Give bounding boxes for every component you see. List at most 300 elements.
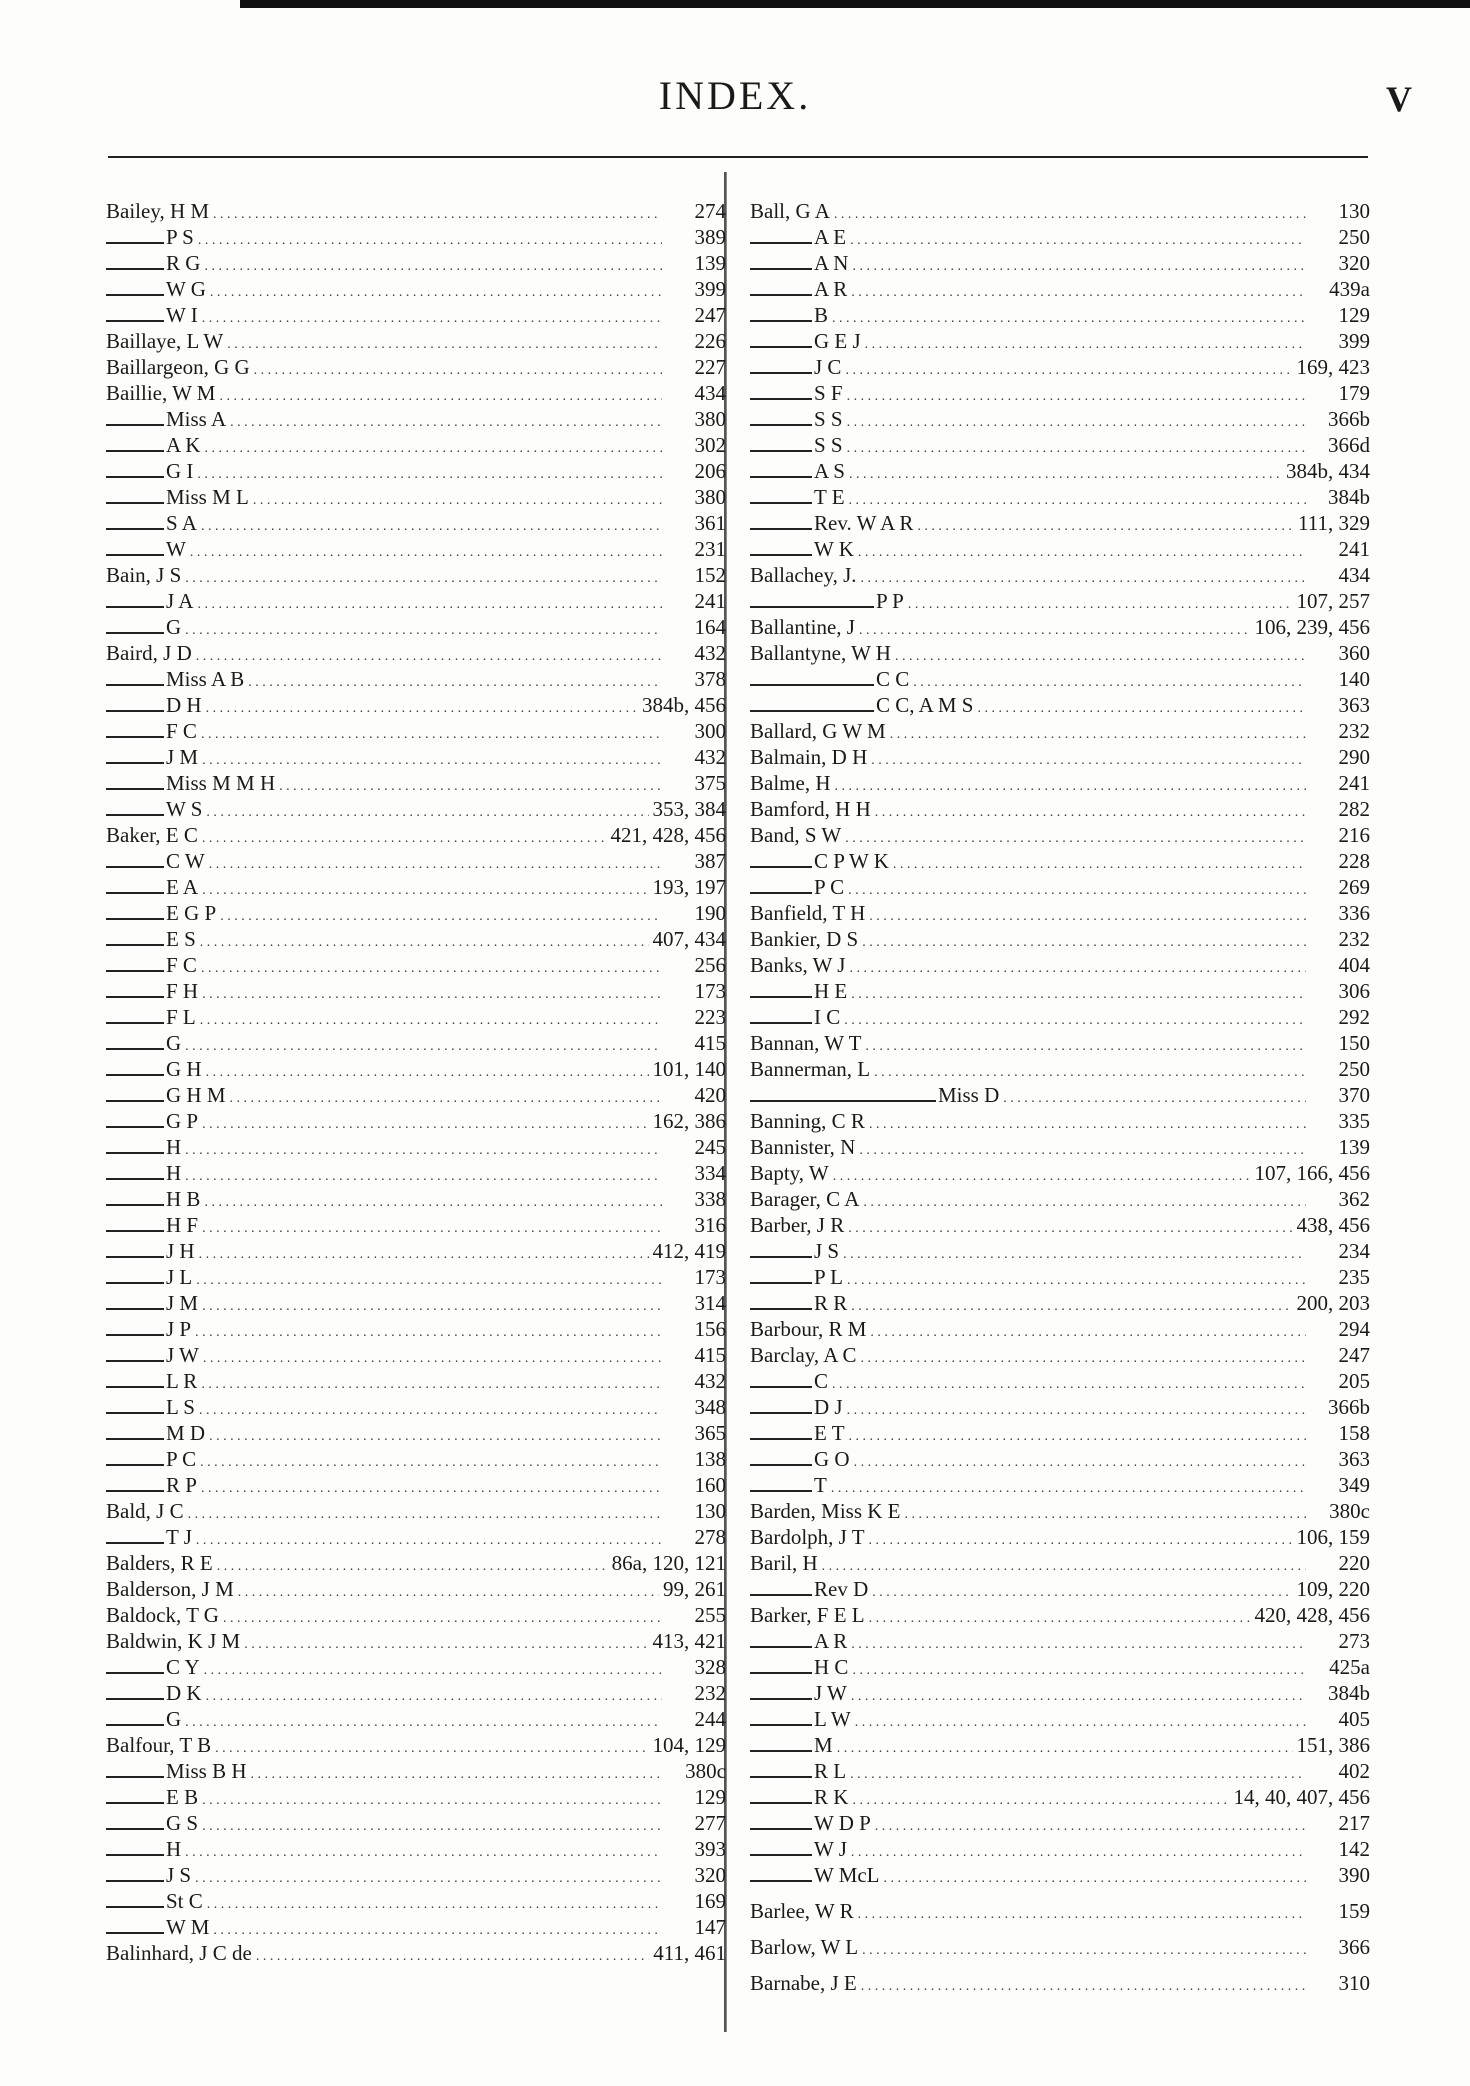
entry-name: Balfour, T B (106, 1733, 212, 1757)
index-entry (106, 380, 726, 406)
entry-pages: 227 (694, 355, 726, 379)
ditto-dash (750, 684, 874, 686)
entry-name: Band, S W (750, 823, 842, 847)
entry-pages: 173 (694, 979, 726, 1003)
entry-pages: 200, 203 (1296, 1291, 1370, 1315)
ditto-dash (750, 528, 812, 530)
entry-name: A R (814, 1629, 848, 1653)
index-column-right (750, 198, 1370, 1996)
entry-pages: 415 (694, 1031, 726, 1055)
entry-name: C C, A M S (876, 693, 974, 717)
entry-name: Barnabe, J E (750, 1971, 857, 1995)
index-sub-entry (106, 484, 726, 510)
entry-name: F H (166, 979, 199, 1003)
index-sub-entry (106, 1420, 726, 1446)
ditto-dash (106, 450, 164, 452)
index-entry (750, 1056, 1370, 1082)
entry-pages: 129 (1338, 303, 1370, 327)
entry-pages: 434 (1338, 563, 1370, 587)
ditto-dash (106, 1412, 164, 1414)
index-sub-entry (106, 926, 726, 952)
entry-pages: 316 (694, 1213, 726, 1237)
index-sub-entry (750, 510, 1370, 536)
index-sub-entry (106, 1056, 726, 1082)
entry-name: Bamford, H H (750, 797, 871, 821)
entry-pages: 404 (1338, 953, 1370, 977)
entry-name: J H (166, 1239, 195, 1263)
entry-name: C C (876, 667, 910, 691)
ditto-dash (106, 1256, 164, 1258)
index-sub-entry (750, 1290, 1370, 1316)
entry-name: Rev. W A R (814, 511, 914, 535)
entry-pages: 384b, 434 (1286, 459, 1370, 483)
index-sub-entry (750, 978, 1370, 1004)
entry-name: E B (166, 1785, 199, 1809)
entry-name: D J (814, 1395, 843, 1419)
index-entry (750, 1342, 1370, 1368)
index-entry (750, 198, 1370, 224)
index-sub-entry (106, 796, 726, 822)
entry-name: Barbour, R M (750, 1317, 867, 1341)
ditto-dash (106, 268, 164, 270)
index-sub-entry (106, 1134, 726, 1160)
ditto-dash (106, 1490, 164, 1492)
index-sub-entry (106, 1914, 726, 1940)
entry-pages: 334 (694, 1161, 726, 1185)
index-entry (106, 1732, 726, 1758)
entry-name: G E J (814, 329, 861, 353)
ditto-dash (750, 1776, 812, 1778)
entry-pages: 232 (694, 1681, 726, 1705)
entry-name: Balders, R E (106, 1551, 213, 1575)
index-sub-entry (106, 1758, 726, 1784)
index-sub-entry (750, 1732, 1370, 1758)
ditto-dash (750, 1828, 812, 1830)
entry-name: B (814, 303, 829, 327)
index-sub-entry (106, 1030, 726, 1056)
entry-name: Bald, J C (106, 1499, 184, 1523)
entry-name: Banning, C R (750, 1109, 865, 1133)
entry-pages: 363 (1338, 1447, 1370, 1471)
entry-name: Baird, J D (106, 641, 192, 665)
entry-name: C (814, 1369, 829, 1393)
entry-pages: 173 (694, 1265, 726, 1289)
entry-name: Ballantyne, W H (750, 641, 891, 665)
ditto-dash (106, 528, 164, 530)
index-entry (750, 1934, 1370, 1960)
entry-name: T J (166, 1525, 192, 1549)
ditto-dash (750, 320, 812, 322)
entry-name: G S (166, 1811, 199, 1835)
entry-name: L S (166, 1395, 195, 1419)
entry-name: Barden, Miss K E (750, 1499, 901, 1523)
entry-name: Baker, E C (106, 823, 198, 847)
ditto-dash (750, 1724, 812, 1726)
entry-pages: 399 (694, 277, 726, 301)
entry-name: L W (814, 1707, 851, 1731)
entry-pages: 139 (694, 251, 726, 275)
entry-pages: 314 (694, 1291, 726, 1315)
index-sub-entry (750, 1628, 1370, 1654)
leader-dots (256, 1940, 649, 1970)
index-entry (106, 1940, 726, 1966)
entry-pages: 387 (694, 849, 726, 873)
entry-pages: 140 (1338, 667, 1370, 691)
entry-pages: 235 (1338, 1265, 1370, 1289)
index-sub-entry (106, 1654, 726, 1680)
ditto-dash (750, 1386, 812, 1388)
index-sub-entry (750, 1862, 1370, 1888)
index-sub-entry (750, 1784, 1370, 1810)
entry-pages: 320 (694, 1863, 726, 1887)
entry-pages: 412, 419 (652, 1239, 726, 1263)
index-sub-entry (750, 1394, 1370, 1420)
entry-name: H E (814, 979, 848, 1003)
entry-name: C W (166, 849, 205, 873)
entry-name: Bankier, D S (750, 927, 859, 951)
ditto-dash (106, 1828, 164, 1830)
entry-name: T (814, 1473, 827, 1497)
entry-name: F L (166, 1005, 196, 1029)
entry-name: G O (814, 1447, 850, 1471)
entry-name: H (166, 1135, 182, 1159)
entry-name: S A (166, 511, 197, 535)
ditto-dash (750, 398, 812, 400)
entry-name: W (166, 537, 186, 561)
entry-pages: 130 (694, 1499, 726, 1523)
entry-name: G I (166, 459, 194, 483)
entry-name: Baldwin, K J M (106, 1629, 241, 1653)
entry-pages: 250 (1338, 1057, 1370, 1081)
entry-pages: 274 (694, 199, 726, 223)
ditto-dash (750, 1854, 812, 1856)
index-entry (106, 640, 726, 666)
entry-pages: 241 (694, 589, 726, 613)
entry-name: W I (166, 303, 198, 327)
index-entry (106, 1550, 726, 1576)
entry-name: Barclay, A C (750, 1343, 857, 1367)
entry-name: W J (814, 1837, 847, 1861)
entry-name: M (814, 1733, 833, 1757)
index-sub-entry (106, 1186, 726, 1212)
index-sub-entry (750, 250, 1370, 276)
entry-pages: 349 (1338, 1473, 1370, 1497)
entry-name: Baril, H (750, 1551, 818, 1575)
entry-pages: 348 (694, 1395, 726, 1419)
index-sub-entry (750, 1836, 1370, 1862)
index-entry (106, 198, 726, 224)
entry-pages: 234 (1338, 1239, 1370, 1263)
entry-pages: 407, 434 (652, 927, 726, 951)
index-entry (750, 640, 1370, 666)
index-sub-entry (106, 250, 726, 276)
entry-name: E A (166, 875, 199, 899)
index-sub-entry (750, 1810, 1370, 1836)
entry-name: I C (814, 1005, 841, 1029)
ditto-dash (106, 814, 164, 816)
ditto-dash (750, 372, 812, 374)
entry-pages: 232 (1338, 927, 1370, 951)
ditto-dash (106, 1230, 164, 1232)
index-sub-entry (750, 224, 1370, 250)
entry-name: Miss B H (166, 1759, 247, 1783)
entry-pages: 232 (1338, 719, 1370, 743)
index-sub-entry (106, 1290, 726, 1316)
entry-name: T E (814, 485, 845, 509)
entry-pages: 420, 428, 456 (1254, 1603, 1370, 1627)
index-sub-entry (106, 1394, 726, 1420)
ditto-dash (106, 1152, 164, 1154)
entry-name: R K (814, 1785, 849, 1809)
entry-pages: 338 (694, 1187, 726, 1211)
ditto-dash (106, 1360, 164, 1362)
entry-name: Bannister, N (750, 1135, 856, 1159)
entry-name: R L (814, 1759, 847, 1783)
ditto-dash (750, 866, 812, 868)
entry-name: Barlee, W R (750, 1899, 854, 1923)
entry-name: Rev D (814, 1577, 869, 1601)
ditto-dash (106, 944, 164, 946)
entry-pages: 101, 140 (652, 1057, 726, 1081)
entry-name: E T (814, 1421, 845, 1445)
index-sub-entry (106, 848, 726, 874)
entry-pages: 107, 166, 456 (1254, 1161, 1370, 1185)
index-entry (750, 1160, 1370, 1186)
entry-name: J A (166, 589, 194, 613)
page-title: INDEX. (658, 73, 812, 118)
ditto-dash (106, 710, 164, 712)
index-entry (750, 1524, 1370, 1550)
entry-name: A R (814, 277, 848, 301)
entry-name: H C (814, 1655, 849, 1679)
header-rule (108, 156, 1368, 158)
entry-name: Baillargeon, G G (106, 355, 250, 379)
entry-pages: 139 (1338, 1135, 1370, 1159)
entry-name: Bannan, W T (750, 1031, 862, 1055)
entry-pages: 370 (1338, 1083, 1370, 1107)
index-entry (750, 1898, 1370, 1924)
leader-dots (861, 1970, 1306, 2000)
ditto-dash (750, 1100, 936, 1102)
index-sub-entry (106, 224, 726, 250)
entry-name: W K (814, 537, 854, 561)
entry-name: H F (166, 1213, 199, 1237)
entry-pages: 353, 384 (652, 797, 726, 821)
entry-pages: 366d (1328, 433, 1370, 457)
index-sub-entry (106, 1524, 726, 1550)
entry-pages: 158 (1338, 1421, 1370, 1445)
index-entry (750, 1602, 1370, 1628)
entry-name: H (166, 1837, 182, 1861)
ditto-dash (106, 1906, 164, 1908)
entry-name: C P W K (814, 849, 889, 873)
index-sub-entry (106, 432, 726, 458)
index-sub-entry (106, 1784, 726, 1810)
ditto-dash (750, 1282, 812, 1284)
entry-pages: 190 (694, 901, 726, 925)
ditto-dash (106, 1074, 164, 1076)
entry-pages: 278 (694, 1525, 726, 1549)
index-entry (750, 1316, 1370, 1342)
index-sub-entry (106, 1238, 726, 1264)
index-sub-entry (750, 1472, 1370, 1498)
index-sub-entry (106, 536, 726, 562)
entry-name: M D (166, 1421, 206, 1445)
entry-name: L R (166, 1369, 198, 1393)
index-sub-entry (106, 1706, 726, 1732)
ditto-dash (750, 1438, 812, 1440)
entry-pages: 432 (694, 641, 726, 665)
entry-pages: 294 (1338, 1317, 1370, 1341)
index-sub-entry (106, 1368, 726, 1394)
entry-pages: 220 (1338, 1551, 1370, 1575)
index-sub-entry (106, 770, 726, 796)
index-sub-entry (750, 458, 1370, 484)
ditto-dash (106, 424, 164, 426)
ditto-dash (106, 788, 164, 790)
entry-pages: 380c (1329, 1499, 1370, 1523)
index-sub-entry (106, 1810, 726, 1836)
ditto-dash (106, 1438, 164, 1440)
entry-pages: 320 (1338, 251, 1370, 275)
entry-pages: 160 (694, 1473, 726, 1497)
entry-name: Barker, F E L (750, 1603, 865, 1627)
entry-name: J P (166, 1317, 192, 1341)
entry-name: Ball, G A (750, 199, 830, 223)
entry-name: E S (166, 927, 196, 951)
ditto-dash (106, 1308, 164, 1310)
index-entry (750, 770, 1370, 796)
entry-name: P L (814, 1265, 843, 1289)
entry-name: P C (814, 875, 845, 899)
entry-name: Ballard, G W M (750, 719, 886, 743)
entry-pages: 106, 239, 456 (1254, 615, 1370, 639)
entry-pages: 244 (694, 1707, 726, 1731)
index-sub-entry (106, 458, 726, 484)
index-sub-entry (106, 978, 726, 1004)
ditto-dash (750, 424, 812, 426)
entry-name: Barager, C A (750, 1187, 860, 1211)
ditto-dash (750, 892, 812, 894)
ditto-dash (106, 970, 164, 972)
entry-name: J W (166, 1343, 199, 1367)
ditto-dash (106, 1204, 164, 1206)
entry-name: E G P (166, 901, 217, 925)
index-sub-entry (750, 406, 1370, 432)
entry-pages: 86a, 120, 121 (611, 1551, 726, 1575)
index-entry (106, 354, 726, 380)
entry-pages: 366b (1328, 407, 1370, 431)
index-entry (750, 900, 1370, 926)
index-sub-entry (750, 1368, 1370, 1394)
index-entry (750, 718, 1370, 744)
index-sub-entry (750, 302, 1370, 328)
entry-name: F C (166, 719, 197, 743)
entry-pages: 151, 386 (1296, 1733, 1370, 1757)
entry-name: S S (814, 407, 843, 431)
entry-name: Ballantine, J (750, 615, 855, 639)
entry-name: Bannerman, L (750, 1057, 871, 1081)
entry-name: G (166, 615, 182, 639)
entry-name: Banfield, T H (750, 901, 866, 925)
entry-name: Banks, W J (750, 953, 846, 977)
index-sub-entry (106, 614, 726, 640)
index-sub-entry (106, 666, 726, 692)
entry-name: J S (166, 1863, 192, 1887)
entry-pages: 378 (694, 667, 726, 691)
index-entry (750, 1212, 1370, 1238)
index-entry (750, 952, 1370, 978)
index-entry (750, 1498, 1370, 1524)
entry-name: St C (166, 1889, 203, 1913)
entry-name: A N (814, 251, 849, 275)
entry-name: J C (814, 355, 842, 379)
index-sub-entry (106, 952, 726, 978)
entry-name: Balderson, J M (106, 1577, 234, 1601)
page-number: V (1386, 79, 1412, 119)
ditto-dash (106, 1854, 164, 1856)
entry-name: P S (166, 225, 194, 249)
page-top-edge (240, 0, 1470, 8)
entry-pages: 14, 40, 407, 456 (1233, 1785, 1370, 1809)
ditto-dash (750, 1412, 812, 1414)
entry-pages: 300 (694, 719, 726, 743)
entry-name: C Y (166, 1655, 200, 1679)
index-sub-entry (750, 1654, 1370, 1680)
index-entry (750, 562, 1370, 588)
index-sub-entry (750, 1420, 1370, 1446)
index-entry (750, 1134, 1370, 1160)
entry-name: W McL (814, 1863, 880, 1887)
ditto-dash (106, 1464, 164, 1466)
entry-name: Bailey, H M (106, 199, 210, 223)
index-sub-entry (106, 900, 726, 926)
entry-pages: 217 (1338, 1811, 1370, 1835)
leader-dots (884, 1862, 1306, 1892)
index-sub-entry (106, 1212, 726, 1238)
entry-pages: 150 (1338, 1031, 1370, 1055)
ditto-dash (750, 1308, 812, 1310)
entry-pages: 130 (1338, 199, 1370, 223)
entry-pages: 434 (694, 381, 726, 405)
entry-name: Bain, J S (106, 563, 182, 587)
entry-pages: 405 (1338, 1707, 1370, 1731)
entry-pages: 228 (1338, 849, 1370, 873)
index-sub-entry (106, 1342, 726, 1368)
ditto-dash (750, 1750, 812, 1752)
entry-pages: 156 (694, 1317, 726, 1341)
entry-name: Miss A (166, 407, 227, 431)
ditto-dash (106, 996, 164, 998)
entry-pages: 193, 197 (652, 875, 726, 899)
index-sub-entry (106, 302, 726, 328)
index-sub-entry (106, 1446, 726, 1472)
entry-name: D H (166, 693, 202, 717)
entry-name: W M (166, 1915, 210, 1939)
index-sub-entry (750, 1680, 1370, 1706)
entry-name: Miss D (938, 1083, 1000, 1107)
entry-pages: 380c (685, 1759, 726, 1783)
index-sub-entry (106, 1862, 726, 1888)
index-entry (750, 744, 1370, 770)
entry-name: H B (166, 1187, 201, 1211)
index-sub-entry (106, 1004, 726, 1030)
entry-name: Balme, H (750, 771, 831, 795)
index-sub-entry (106, 1082, 726, 1108)
entry-pages: 109, 220 (1296, 1577, 1370, 1601)
entry-name: G P (166, 1109, 199, 1133)
index-entry (106, 1576, 726, 1602)
